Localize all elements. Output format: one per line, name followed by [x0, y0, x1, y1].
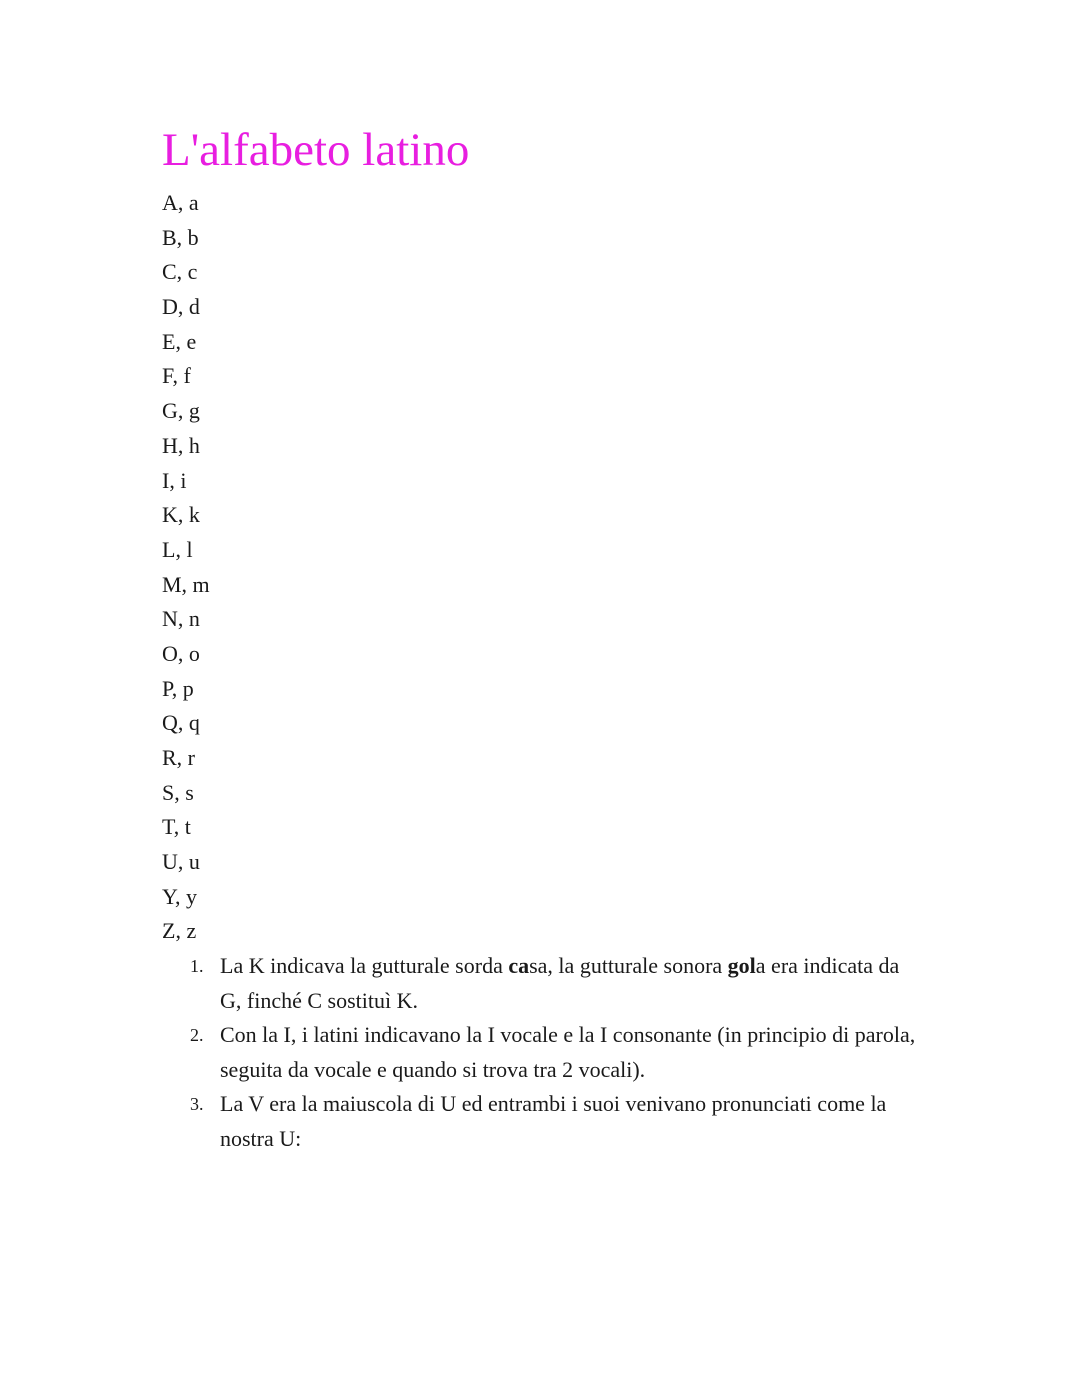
alphabet-item: G, g [162, 398, 200, 424]
note-item [190, 1087, 920, 1156]
alphabet-item: M, m [162, 571, 210, 597]
note-item [190, 949, 920, 1018]
note-text: Con la I, i latini indicavano la I vocale e la I consonante (in principio di parola, seguita da vocale e quando si trova tra 2 vocali). [220, 1022, 916, 1082]
alphabet-item: L, l [162, 536, 193, 562]
alphabet-item: B, b [162, 224, 199, 250]
note-text: La K indicava la gutturale sorda [220, 953, 509, 979]
alphabet-item: N, n [162, 606, 200, 632]
page-title: L'alfabeto latino [162, 124, 470, 176]
alphabet-item: A, a [162, 190, 199, 215]
alphabet-item: R, r [162, 745, 195, 770]
alphabet-item: H, h [162, 432, 200, 458]
document-page [162, 118, 922, 1156]
note-text: sa, la gutturale sonora [529, 953, 728, 979]
alphabet-item: Q, q [162, 710, 200, 736]
alphabet-item: Z, z [162, 918, 197, 944]
alphabet-item: T, t [162, 814, 191, 840]
alphabet-item: F, f [162, 363, 191, 389]
note-text: La V era la maiuscola di U ed entrambi i suoi venivano pronunciati come la nostra U: [220, 1091, 887, 1151]
alphabet-item: C, c [162, 259, 198, 285]
alphabet-item: K, k [162, 502, 200, 528]
alphabet-item: Y, y [162, 883, 198, 909]
alphabet-item: P, p [162, 675, 194, 701]
alphabet-item: E, e [162, 328, 197, 354]
alphabet-item: U, u [162, 849, 200, 875]
note-text: a era indicata da G, finché C sostituì K. [220, 953, 900, 1013]
note-bold-text: gol [727, 953, 756, 979]
notes-list [162, 949, 922, 1156]
note-number: 3. [190, 1094, 204, 1115]
note-bold-text: ca [508, 953, 530, 979]
note-number: 2. [190, 1025, 204, 1046]
alphabet-list [162, 186, 922, 949]
alphabet-item: O, o [162, 640, 200, 666]
alphabet-item: I, i [162, 467, 187, 493]
note-item [190, 1018, 920, 1087]
alphabet-item: D, d [162, 294, 200, 320]
note-number: 1. [190, 956, 204, 977]
alphabet-item: S, s [162, 779, 194, 805]
